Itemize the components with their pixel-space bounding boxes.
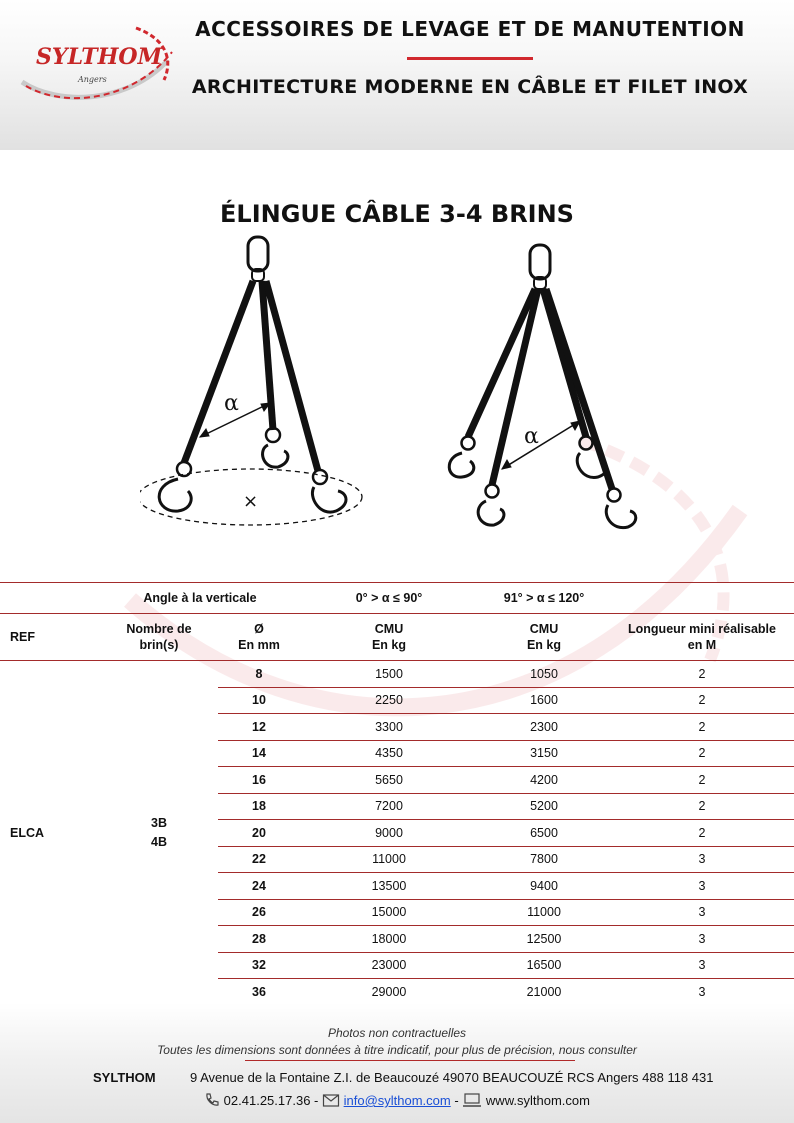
cmu-2-cell: 3150 [478, 740, 610, 767]
sylthom-logo [18, 20, 178, 110]
cmu-1-cell: 7200 [300, 793, 478, 820]
col-cmu-2: CMU En kg [478, 614, 610, 661]
header-title-line2: ARCHITECTURE MODERNE EN CÂBLE ET FILET INOX [191, 76, 749, 98]
angle-range-1: 0° > α ≤ 90° [300, 583, 478, 614]
svg-text:SYLTHOM: SYLTHOM [36, 44, 162, 70]
footer-phone: 02.41.25.17.36 [223, 1093, 311, 1108]
diameter-cell: 32 [218, 952, 300, 979]
length-cell: 3 [610, 926, 794, 953]
cmu-1-cell: 1500 [300, 661, 478, 688]
cmu-2-cell: 1600 [478, 687, 610, 714]
length-cell: 2 [610, 714, 794, 741]
cmu-2-cell: 5200 [478, 793, 610, 820]
diameter-cell: 14 [218, 740, 300, 767]
computer-icon [462, 1092, 482, 1108]
footer-note-photos: Photos non contractuelles [327, 1026, 467, 1040]
diameter-cell: 18 [218, 793, 300, 820]
page-header [0, 0, 794, 150]
cmu-1-cell: 15000 [300, 899, 478, 926]
cmu-2-cell: 12500 [478, 926, 610, 953]
cmu-1-cell: 11000 [300, 846, 478, 873]
cmu-1-cell: 23000 [300, 952, 478, 979]
length-cell: 2 [610, 740, 794, 767]
cmu-1-cell: 5650 [300, 767, 478, 794]
diameter-cell: 16 [218, 767, 300, 794]
col-cmu-1: CMU En kg [300, 614, 478, 661]
footer-red-rule [245, 1060, 575, 1061]
cmu-2-cell: 7800 [478, 846, 610, 873]
cmu-1-cell: 3300 [300, 714, 478, 741]
cmu-2-cell: 11000 [478, 899, 610, 926]
length-cell: 2 [610, 820, 794, 847]
svg-text:×: × [243, 491, 259, 512]
table-row [0, 661, 794, 688]
length-cell: 2 [610, 793, 794, 820]
product-title: ÉLINGUE CÂBLE 3-4 BRINS [220, 200, 574, 228]
load-table [0, 582, 794, 1006]
cmu-1-cell: 2250 [300, 687, 478, 714]
sling-4-legs [449, 245, 636, 528]
column-header-row [0, 614, 794, 661]
angle-header-row [0, 583, 794, 614]
table-body [0, 583, 794, 1006]
cmu-1-cell: 29000 [300, 979, 478, 1006]
phone-icon [204, 1092, 220, 1108]
angle-label: Angle à la verticale [100, 583, 300, 614]
length-cell: 3 [610, 952, 794, 979]
diameter-cell: 24 [218, 873, 300, 900]
cmu-2-cell: 1050 [478, 661, 610, 688]
ref-cell: ELCA [10, 826, 45, 840]
diameter-cell: 22 [218, 846, 300, 873]
length-cell: 2 [610, 687, 794, 714]
brins-cell: 3B 4B [151, 816, 167, 849]
svg-text:α: α [524, 424, 539, 449]
diameter-cell: 8 [218, 661, 300, 688]
header-red-rule [407, 57, 533, 60]
col-ref: REF [0, 614, 100, 661]
cmu-1-cell: 18000 [300, 926, 478, 953]
col-length: Longueur mini réalisable en M [610, 614, 794, 661]
diameter-cell: 26 [218, 899, 300, 926]
footer-company: SYLTHOM [93, 1070, 156, 1085]
header-title-line1: ACCESSOIRES DE LEVAGE ET DE MANUTENTION [195, 17, 745, 41]
cmu-2-cell: 9400 [478, 873, 610, 900]
angle-range-2: 91° > α ≤ 120° [478, 583, 610, 614]
footer-website[interactable]: www.sylthom.com [485, 1093, 590, 1108]
footer-email-link[interactable]: info@sylthom.com [343, 1093, 451, 1108]
cmu-1-cell: 13500 [300, 873, 478, 900]
page-footer [0, 1003, 794, 1123]
cmu-1-cell: 4350 [300, 740, 478, 767]
diameter-cell: 20 [218, 820, 300, 847]
svg-text:α: α [224, 391, 239, 416]
length-cell: 2 [610, 767, 794, 794]
col-brins: Nombre de brin(s) [100, 614, 218, 661]
cmu-2-cell: 16500 [478, 952, 610, 979]
email-icon [322, 1092, 340, 1108]
svg-text:Angers: Angers [78, 75, 107, 84]
length-cell: 3 [610, 979, 794, 1006]
cmu-2-cell: 21000 [478, 979, 610, 1006]
length-cell: 3 [610, 873, 794, 900]
sling-3-legs [140, 237, 362, 525]
cmu-1-cell: 9000 [300, 820, 478, 847]
diameter-cell: 28 [218, 926, 300, 953]
length-cell: 2 [610, 661, 794, 688]
length-cell: 3 [610, 899, 794, 926]
length-cell: 3 [610, 846, 794, 873]
diameter-cell: 10 [218, 687, 300, 714]
col-diameter: Ø En mm [218, 614, 300, 661]
cmu-2-cell: 6500 [478, 820, 610, 847]
diameter-cell: 12 [218, 714, 300, 741]
cmu-2-cell: 4200 [478, 767, 610, 794]
diameter-cell: 36 [218, 979, 300, 1006]
footer-note-dimensions: Toutes les dimensions sont données à titre indicatif, pour plus de précision, nous consulter [157, 1043, 637, 1057]
footer-contact: 02.41.25.17.36 - info@sylthom.com - www.sylthom.com [0, 1092, 794, 1108]
footer-address: 9 Avenue de la Fontaine Z.I. de Beaucouzé 49070 BEAUCOUZÉ RCS Angers 488 118 431 [190, 1070, 714, 1085]
cmu-2-cell: 2300 [478, 714, 610, 741]
sling-diagram [140, 235, 640, 535]
